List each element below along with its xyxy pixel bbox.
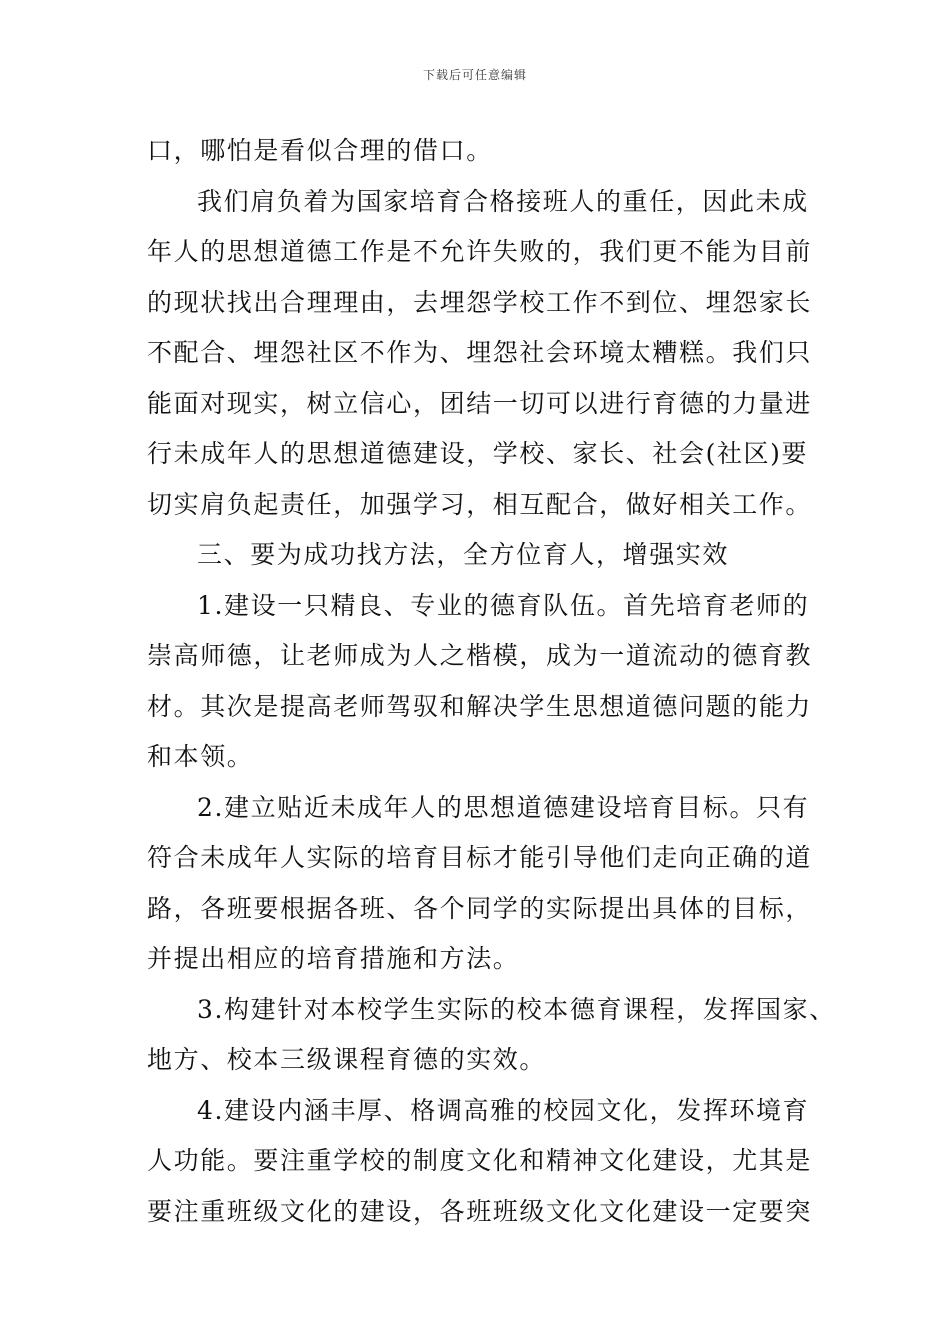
text-line: 材。其次是提高老师驾驭和解决学生思想道德问题的能力 [147,691,813,721]
text-line: 2.建立贴近未成年人的思想道德建设培育目标。只有 [197,792,810,822]
text-line: 符合未成年人实际的培育目标才能引导他们走向正确的道 [147,843,813,872]
text-line: 路，各班要根据各班、各个同学的实际提出具体的目标， [147,893,813,923]
text-line: 要注重班级文化的建设，各班班级文化文化建设一定要突 [147,1196,813,1226]
text-line: 我们肩负着为国家培育合格接班人的重任，因此未成 [197,186,809,216]
header-note: 下载后可任意编辑 [422,68,527,82]
text-line: 1.建设一只精良、专业的德育队伍。首先培育老师的 [197,590,810,620]
text-line: 3.构建针对本校学生实际的校本德育课程，发挥国家、 [197,994,836,1024]
text-line: 口，哪怕是看似合理的借口。 [147,136,493,165]
text-line: 切实肩负起责任，加强学习，相互配合，做好相关工作。 [147,489,813,519]
text-line: 地方、校本三级课程育德的实效。 [147,1045,547,1074]
text-line: 和本领。 [147,742,254,771]
text-line: 行未成年人的思想道德建设，学校、家长、社会(社区)要 [147,439,809,468]
text-line: 崇高师德，让老师成为人之楷模，成为一道流动的德育教 [147,641,813,670]
text-line: 的现状找出合理理由，去埋怨学校工作不到位、埋怨家长 [147,287,813,317]
text-line: 人功能。要注重学校的制度文化和精神文化建设，尤其是 [147,1146,813,1175]
text-line: 三、要为成功找方法，全方位育人，增强实效 [197,540,730,569]
text-line: 不配合、埋怨社区不作为、埋怨社会环境太糟糕。我们只 [147,338,813,367]
text-line: 4.建设内涵丰厚、格调高雅的校园文化，发挥环境育 [197,1095,810,1125]
document-body [147,126,836,1237]
text-line: 年人的思想道德工作是不允许失败的，我们更不能为目前 [147,237,813,266]
text-line: 能面对现实，树立信心，团结一切可以进行育德的力量进 [147,388,813,418]
text-line: 并提出相应的培育措施和方法。 [147,944,520,973]
